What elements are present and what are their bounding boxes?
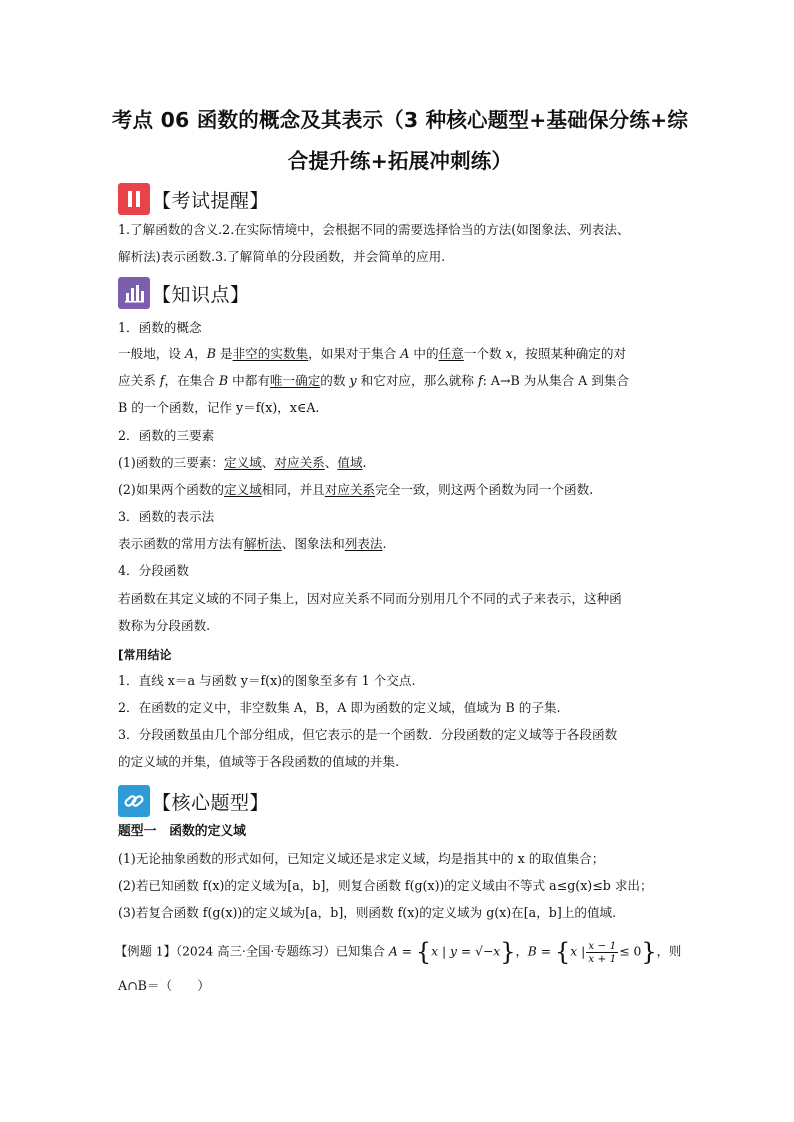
type1-rule-3: (3)若复合函数 f(g(x))的定义域为[a，b]，则函数 f(x)的定义域为 g(x)在[a，b]上的值域.	[118, 905, 617, 920]
type1-rule-1: (1)无论抽象函数的形式如何，已知定义域还是求定义域，均是指其中的 x 的取值集合；	[118, 851, 605, 866]
bar-chart-icon	[118, 277, 150, 309]
set-b-x: x |	[570, 944, 586, 959]
section-label-core: 【核心题型】	[152, 791, 270, 814]
conclusion-1: 1．直线 x＝a 与函数 y＝f(x)的图象至多有 1 个交点.	[118, 673, 416, 688]
set-a-body: x | y = √−x	[431, 944, 501, 959]
section-header-reminder	[118, 182, 269, 216]
knowledge-para-3: 表示函数的常用方法有解析法、图象法和列表法.	[118, 536, 387, 551]
knowledge-heading-1: 1．函数的概念	[118, 320, 202, 335]
knowledge-para-2b: (2)如果两个函数的定义域相同，并且对应关系完全一致，则这两个函数为同一个函数.	[118, 482, 594, 497]
example-tag: 【例题 1】	[115, 944, 176, 959]
knowledge-heading-2: 2．函数的三要素	[118, 428, 215, 443]
knowledge-para-1b: 应关系 f，在集合 B 中都有唯一确定的数 y 和它对应，那么就称 f: A→B 为从集合 A 到集合	[118, 373, 630, 388]
section-header-knowledge	[118, 276, 250, 310]
knowledge-para-4b: 数称为分段函数.	[118, 618, 211, 633]
set-b-label: B =	[527, 944, 555, 959]
set-a-open-brace: {	[415, 938, 432, 966]
fraction-numerator: x − 1	[588, 939, 617, 952]
set-b-open-brace: {	[554, 938, 571, 966]
knowledge-para-1c: B 的一个函数，记作 y＝f(x)，x∈A.	[118, 400, 320, 415]
set-b-relation: ≤ 0	[619, 944, 642, 959]
example-1: 【例题 1】（2024 高三·全国·专题练习）已知集合 A = {x | y = √−x}，B = {x | $\frac{x - 1}{x + 1}$ ≤ 0}，则	[115, 938, 682, 966]
set-a-close-brace: }	[500, 938, 516, 966]
section-label-knowledge: 【知识点】	[152, 283, 250, 306]
reminder-line2: 解析法)表示函数.3.了解简单的分段函数，并会简单的应用.	[118, 249, 446, 264]
conclusions-tag: [常用结论	[118, 648, 172, 662]
chain-link-icon	[118, 785, 150, 817]
example-question: A∩B＝（ ）	[118, 978, 210, 993]
section-header-core	[118, 784, 269, 818]
type1-rule-2: (2)若已知函数 f(x)的定义域为[a，b]，则复合函数 f(g(x))的定义域由不等式 a≤g(x)≤b 求出；	[118, 878, 653, 893]
fraction-denominator: x + 1	[588, 952, 617, 965]
page-title-line2: 合提升练+拓展冲刺练）	[287, 149, 513, 173]
page-title-line1: 考点 06 函数的概念及其表示（3 种核心题型+基础保分练+综	[111, 108, 689, 132]
knowledge-para-4a: 若函数在其定义域的不同子集上，因对应关系不同而分别用几个不同的式子来表示，这种函	[118, 591, 622, 606]
conclusion-3a: 3．分段函数虽由几个部分组成，但它表示的是一个函数．分段函数的定义域等于各段函数	[118, 727, 618, 742]
set-b-close-brace: }	[641, 938, 657, 966]
knowledge-heading-3: 3．函数的表示法	[118, 509, 215, 524]
conclusion-2: 2．在函数的定义中，非空数集 A，B，A 即为函数的定义域，值域为 B 的子集.	[118, 700, 561, 715]
type1-heading: 题型一 函数的定义域	[118, 824, 246, 839]
knowledge-para-2a: (1)函数的三要素：定义域、对应关系、值域.	[118, 455, 367, 470]
conclusion-3b: 的定义域的并集，值域等于各段函数的值域的并集.	[118, 754, 400, 769]
pause-bars-icon	[118, 183, 150, 215]
reminder-line1: 1.了解函数的含义.2.在实际情境中，会根据不同的需要选择恰当的方法(如图象法、列表法、	[118, 222, 630, 237]
set-b-fraction	[586, 940, 618, 965]
section-label-reminder: 【考试提醒】	[152, 189, 270, 212]
knowledge-heading-4: 4．分段函数	[118, 563, 189, 578]
set-a-label: A =	[388, 944, 416, 959]
example-source: （2024 高三·全国·专题练习）已知集合	[175, 944, 389, 959]
knowledge-para-1a: 一般地，设 A，B 是非空的实数集，如果对于集合 A 中的任意一个数 x，按照某种确定的对	[118, 346, 627, 361]
